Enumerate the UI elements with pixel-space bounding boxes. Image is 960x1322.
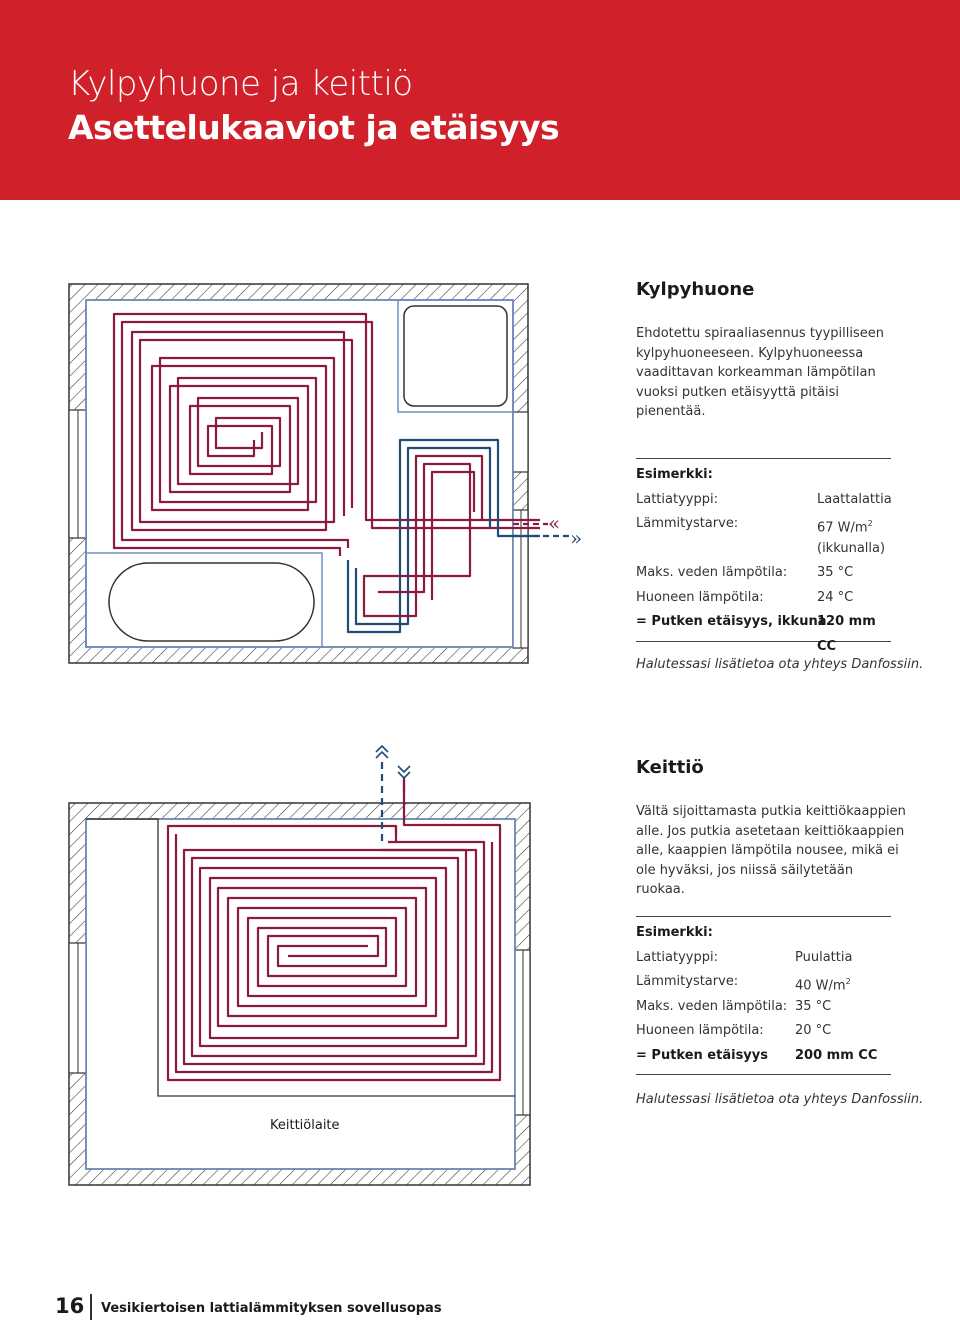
kitchen-row-sup: 2	[845, 977, 851, 986]
bathroom-blue-pipe	[348, 440, 540, 632]
publication-title: Vesikiertoisen lattialämmityksen sovellusopas	[101, 1301, 442, 1316]
page-title-line1: Kylpyhuone ja keittiö	[68, 64, 413, 104]
bathroom-note: Halutessasi lisätietoa ota yhteys Danfossiin.	[636, 657, 924, 672]
page-number: 16	[55, 1294, 85, 1318]
bathroom-row-value: 120 mm CC	[817, 614, 876, 654]
bathroom-example-heading: Esimerkki:	[636, 467, 713, 482]
bathroom-row-label: Lämmitystarve:	[636, 516, 739, 531]
kitchen-row-label: Maks. veden lämpötila:	[636, 998, 788, 1014]
bathroom-example-table	[636, 458, 892, 654]
bathroom-row-value: 67 W/m	[817, 520, 868, 536]
kitchen-description: Vältä sijoittamasta putkia keittiökaappien alle. Jos putkia asetetaan keittiökaappien alle, kaappien lämpötila nousee, mikä ei ole hyväksi, jos niissä säilytetään ruokaa.	[636, 804, 906, 897]
kitchen-example-heading: Esimerkki:	[636, 925, 713, 940]
kitchen-row-value: 35 °C	[795, 998, 832, 1014]
kitchen-example-table	[636, 916, 891, 1075]
bathroom-plan	[60, 275, 583, 675]
footer-divider	[90, 1294, 92, 1320]
kitchen-row-label: Lattiatyyppi:	[636, 949, 718, 965]
bathroom-row-value: (ikkunalla)	[817, 540, 886, 556]
bathroom-row-sup: 2	[867, 519, 873, 528]
svg-text:»: »	[570, 526, 583, 550]
kitchen-row-label: = Putken etäisyys	[636, 1047, 768, 1063]
kitchen-row-value: 200 mm CC	[795, 1047, 878, 1063]
bathroom-row-label: Maks. veden lämpötila:	[636, 565, 788, 580]
header-banner	[0, 0, 960, 200]
bathroom-row-label: = Putken etäisyys, ikkuna	[636, 614, 827, 629]
kitchen-row-label: Lämmitystarve:	[636, 974, 739, 989]
kitchen-appliance-label: Keittiölaite	[270, 1118, 340, 1133]
bathroom-description: Ehdotettu spiraaliasennus tyypilliseen kylpyhuoneeseen. Kylpyhuoneessa vaadittavan korkeamman lämpötilan vuoksi putken etäisyyttä pitäisi pienentää.	[636, 326, 885, 419]
kitchen-row-value: 20 °C	[795, 1023, 832, 1038]
bathroom-row-value: 35 °C	[817, 565, 854, 580]
kitchen-title: Keittiö	[636, 757, 704, 778]
svg-text:«: «	[548, 511, 561, 535]
page-title-line2: Asettelukaaviot ja etäisyys	[68, 108, 560, 147]
bathroom-row-label: Lattiatyyppi:	[636, 491, 718, 507]
bathroom-red-pipe	[114, 314, 540, 556]
bathroom-row-value: Laattalattia	[817, 491, 892, 507]
bathroom-title: Kylpyhuone	[636, 279, 755, 300]
kitchen-red-pipe	[168, 780, 500, 1080]
bathroom-row-value: 24 °C	[817, 589, 854, 605]
bathroom-row-label: Huoneen lämpötila:	[636, 589, 764, 605]
kitchen-cabinets	[86, 819, 515, 1096]
kitchen-row-value: 40 W/m	[795, 978, 846, 994]
kitchen-note: Halutessasi lisätietoa ota yhteys Danfossiin.	[636, 1092, 924, 1107]
bathroom-red-loop	[364, 456, 482, 616]
kitchen-row-label: Huoneen lämpötila:	[636, 1023, 764, 1038]
kitchen-row-value: Puulattia	[795, 949, 853, 965]
